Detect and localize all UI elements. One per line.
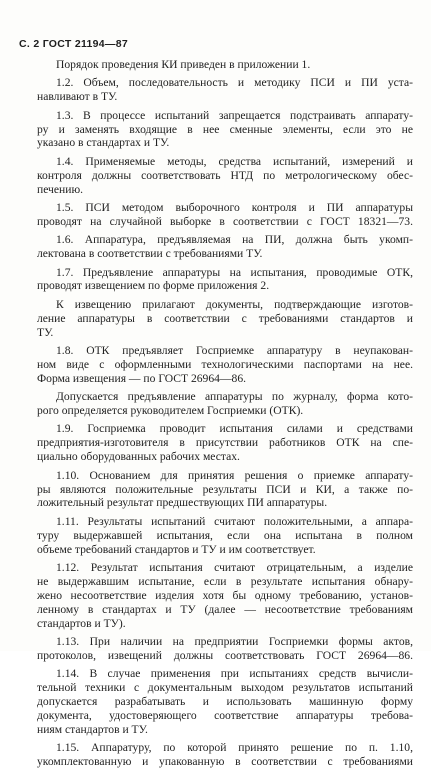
text-line: 1.15. Аппаратуру, по которой принято решение по п. 1.10,	[56, 741, 413, 755]
text-line: печению.	[37, 182, 84, 196]
paragraph-p-1-5	[37, 201, 413, 229]
paragraph-p-1-6	[37, 233, 413, 261]
text-line: лектована в соответствии с требованиями ТУ.	[37, 247, 263, 261]
text-line: ру и заменять входящие в нее сменные элементы, если это не	[37, 122, 413, 136]
document-code: ГОСТ 21194—87	[42, 38, 129, 50]
text-line: протоколов, извещений должны соответствовать ГОСТ 26964—86.	[37, 648, 413, 662]
text-line: ленному в стандартах и ТУ (далее — несоответствие требованиям	[37, 602, 413, 616]
text-line: 1.2. Объем, последовательность и методику ПСИ и ПИ уста-	[56, 76, 413, 90]
text-line: ниям стандартов и ТУ.	[37, 722, 148, 736]
text-line: документа, удостоверяющего соответствие аппаратуры требова-	[37, 708, 413, 722]
paragraph-p-1-10	[37, 469, 413, 511]
text-line: 1.6. Аппаратура, предъявляемая на ПИ, должна быть укомп-	[56, 233, 413, 247]
text-line: жено несоответствие изделия хотя бы одному требованию, установ-	[37, 588, 413, 602]
text-line: тельной техники с документальным выходом результатов испытаний	[37, 681, 413, 695]
text-line: 1.11. Результаты испытаний считают положительными, а аппара-	[56, 514, 413, 528]
text-line: 1.10. Основанием для принятия решения о приемке аппарату-	[56, 468, 413, 482]
text-line: туру выдержавшей испытания, если она испытана в полном	[37, 528, 413, 542]
text-line: предприятия-изготовителя в присутствии работников ОТК на спе-	[37, 436, 413, 450]
text-line: ТУ.	[37, 325, 54, 339]
text-line: 1.13. При наличии на предприятии Госприемки формы актов,	[56, 634, 413, 648]
text-line: ры являются положительные результаты ПСИ и КИ, а также по-	[37, 482, 413, 496]
text-line: навливают в ТУ.	[37, 90, 118, 104]
page-number: С. 2	[19, 38, 40, 50]
paragraph-p-1-4	[37, 155, 413, 197]
text-line: указано в стандартах и ТУ.	[37, 136, 170, 150]
text-line: Форма извещения — по ГОСТ 26964—86.	[37, 371, 247, 385]
text-line: 1.3. В процессе испытаний запрещается подстраивать аппарату-	[56, 108, 413, 122]
paragraph-p-1-2	[37, 76, 413, 104]
text-line: 1.5. ПСИ методом выборочного контроля и ПИ аппаратуры	[56, 201, 413, 215]
paragraph-p-1-8b	[37, 390, 413, 418]
text-line: укомплектованную и упакованную в соответствии с требованиями	[37, 755, 413, 769]
paragraph-p-1-14	[37, 667, 413, 736]
paragraph-p-1-7b	[37, 298, 413, 340]
paragraph-p-1-7	[37, 266, 413, 294]
text-line: ление аппаратуры в соответствии с требованиями стандартов и	[37, 311, 413, 325]
text-line: 1.9. Госприемка проводит испытания силами и средствами	[56, 422, 413, 436]
text-line: ложительный результат предшествующих ПИ аппаратуры.	[37, 496, 328, 510]
body-text	[37, 58, 413, 769]
text-line: 1.12. Результат испытания считают отрицательным, а изделие	[56, 561, 413, 574]
text-line: 1.7. Предъявление аппаратуры на испытания, проводимые ОТК,	[56, 265, 413, 279]
text-line: 1.14. В случае применения при испытаниях средств вычисли-	[56, 667, 413, 681]
text-line: объеме требований стандартов и ТУ и им соответствует.	[37, 542, 316, 556]
text-line: контроля должны соответствовать НТД по метрологическому обес-	[37, 168, 413, 182]
paragraph-p-1-3	[37, 109, 413, 151]
text-line: рого определяется руководителем Госприемки (ОТК).	[37, 404, 304, 418]
paragraph-p-1-12	[37, 561, 413, 630]
paragraph-p-1-13	[37, 635, 413, 663]
text-line: допускается разрабатывать и использовать машинную форму	[37, 695, 413, 709]
paragraph-p-intro	[37, 58, 413, 72]
paragraph-p-1-9	[37, 422, 413, 464]
text-line: 1.4. Применяемые методы, средства испытаний, измерений и	[56, 154, 413, 168]
paragraph-p-1-8	[37, 344, 413, 386]
text-line: Допускается предъявление аппаратуры по журналу, форма кото-	[56, 390, 413, 404]
text-line: ном виде с оформленными технологическими паспортами на нее.	[37, 357, 413, 371]
text-line: циально оборудованных рабочих местах.	[37, 450, 240, 464]
text-line: К извещению прилагают документы, подтверждающие изготов-	[56, 297, 413, 311]
paragraph-p-1-15	[37, 741, 413, 769]
text-line: не выдержавшим испытание, если в результате испытания обнару-	[37, 574, 413, 588]
text-line: проводят на случайной выборке в соответствии с ГОСТ 18321—73.	[37, 214, 413, 228]
text-line: Порядок проведения КИ приведен в приложении 1.	[56, 58, 311, 71]
page-header	[19, 38, 128, 50]
text-line: стандартов и ТУ).	[37, 616, 126, 630]
text-line: 1.8. ОТК предъявляет Госприемке аппаратуру в неупакован-	[56, 344, 413, 358]
text-line: проводят извещением по форме приложения 2.	[37, 279, 270, 293]
paragraph-p-1-11	[37, 515, 413, 557]
